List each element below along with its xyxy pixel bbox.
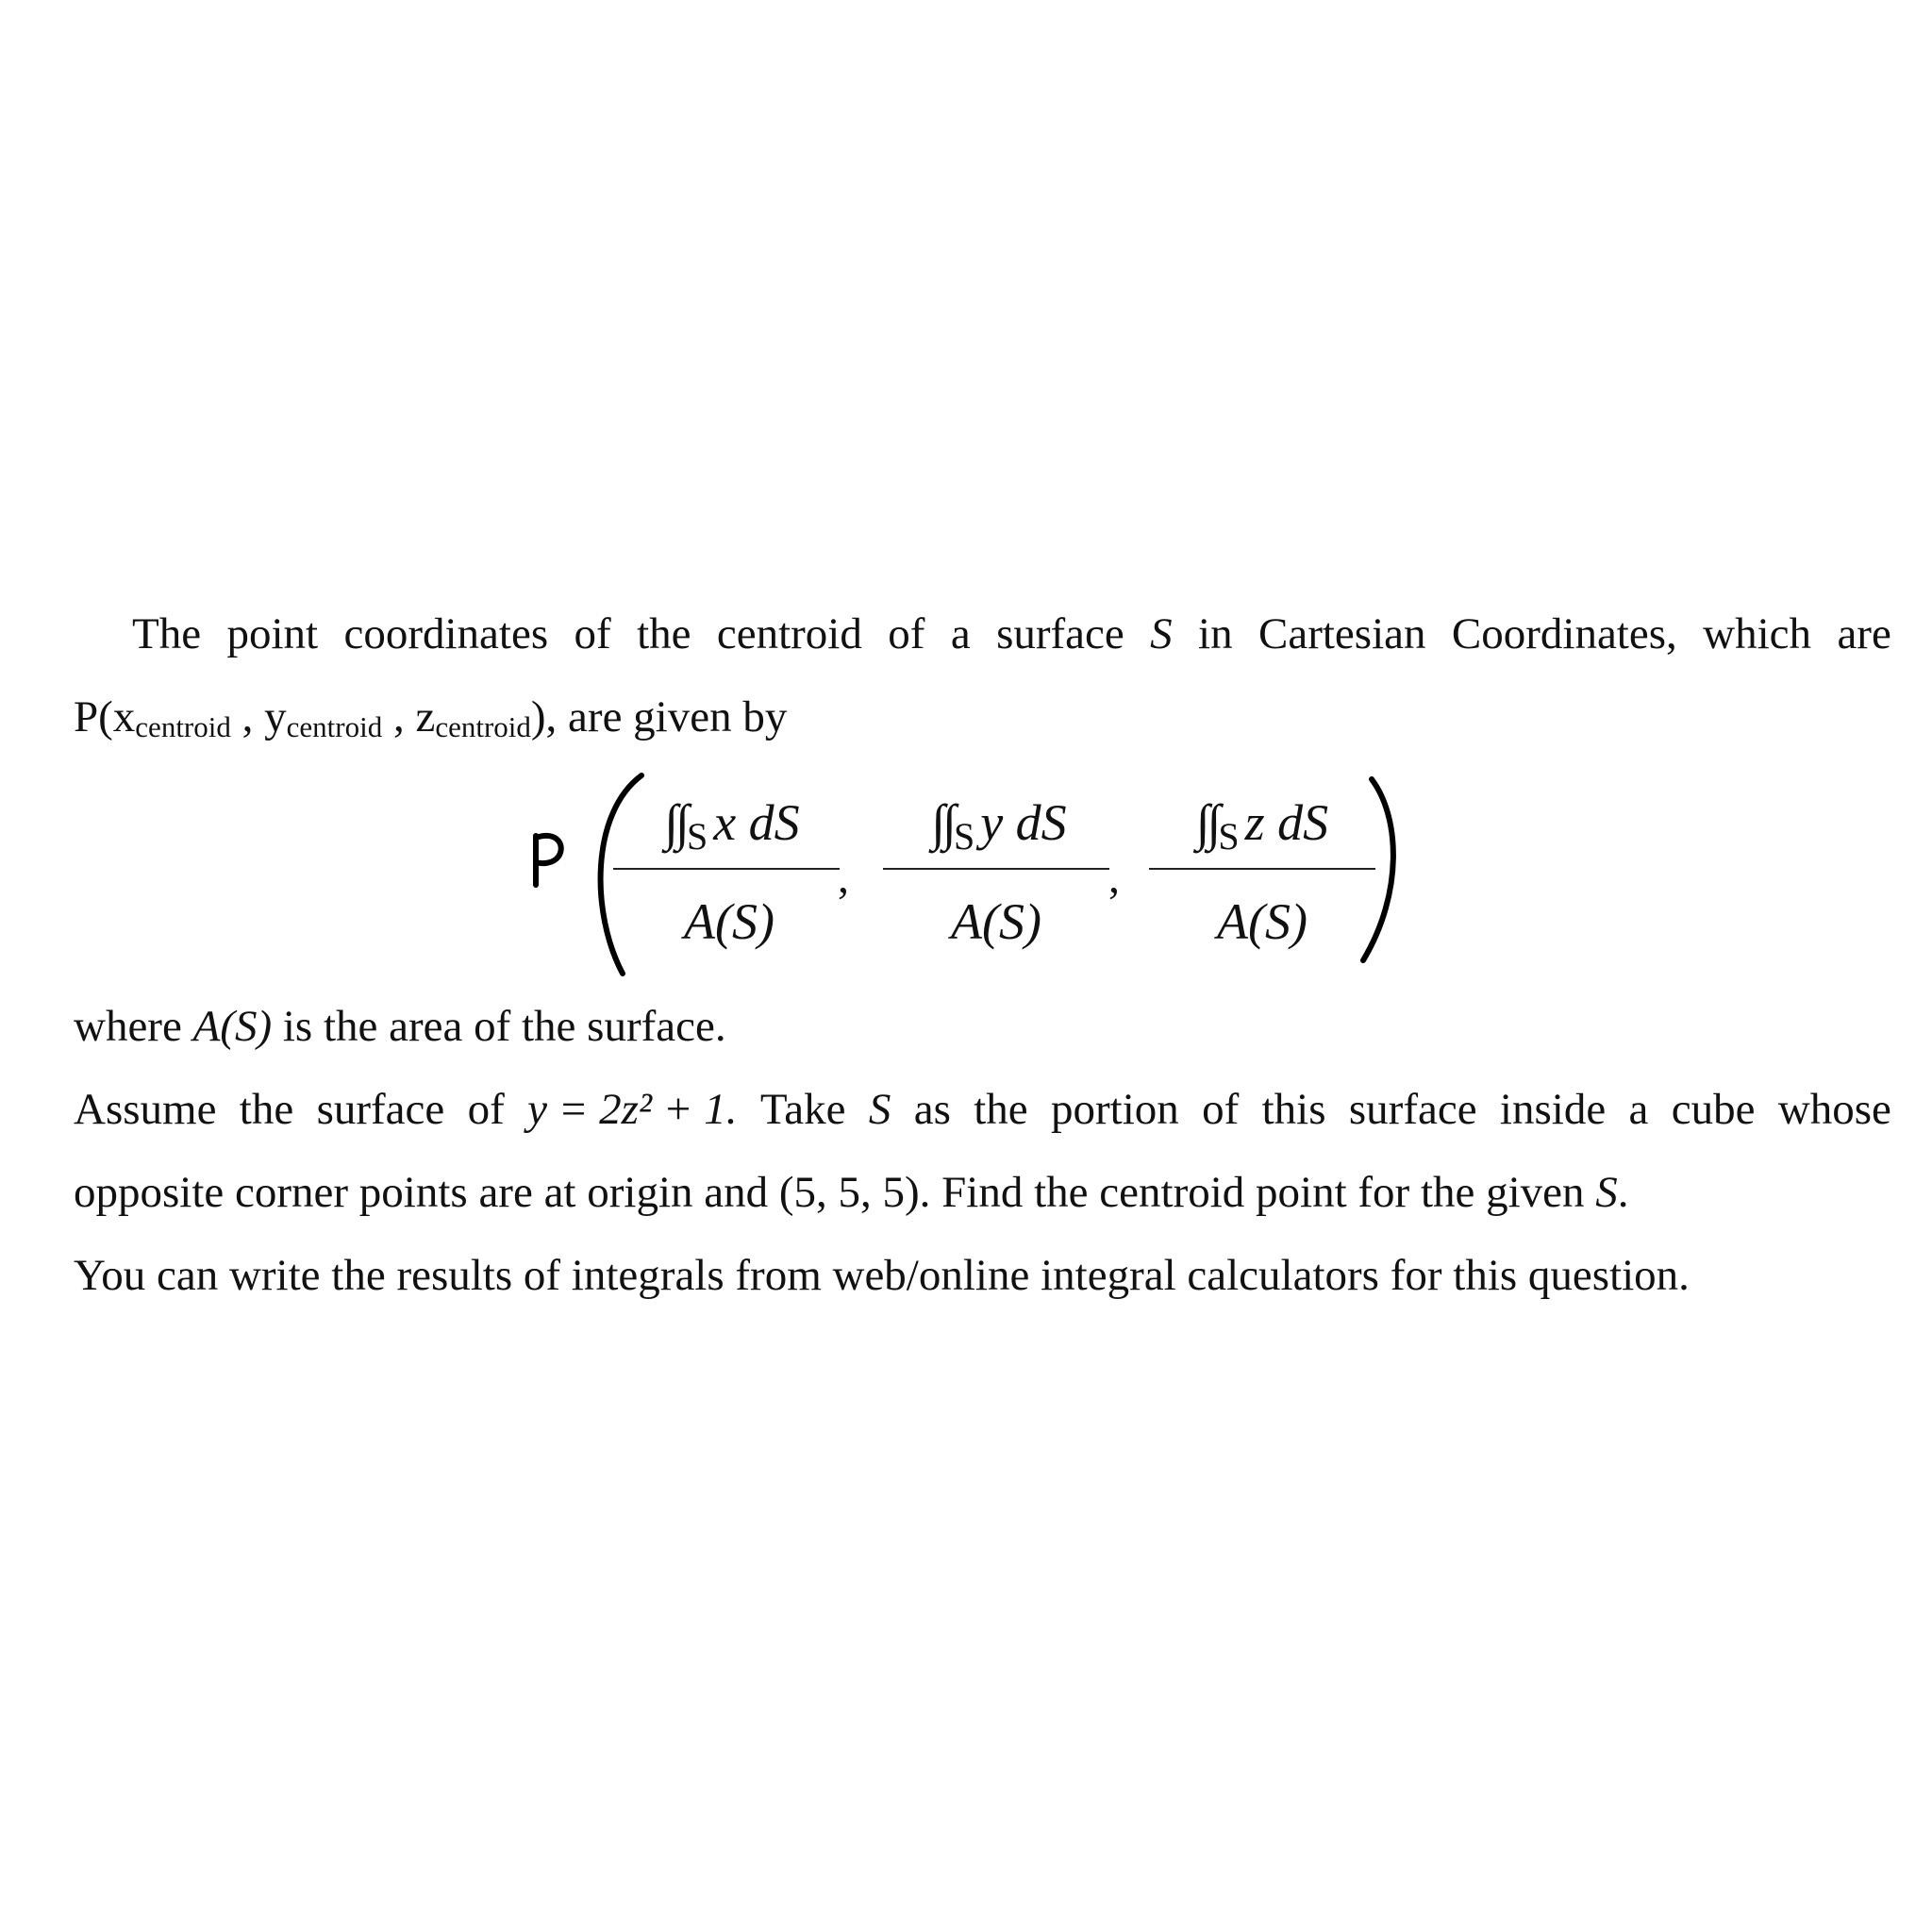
where-line: [74, 998, 726, 1055]
word: as: [913, 1085, 951, 1134]
word: surface: [1348, 1085, 1477, 1134]
surface-equation: y = 2z² + 1.: [527, 1085, 738, 1134]
word: point: [226, 609, 319, 658]
word: of: [574, 609, 611, 658]
where-suffix: is the area of the surface.: [272, 1002, 726, 1051]
word: Cartesian: [1258, 609, 1426, 658]
subscript-y: centroid: [286, 710, 383, 743]
surface-symbol: S: [868, 1085, 891, 1134]
word: the: [239, 1085, 294, 1134]
formula-comma: ,: [1108, 853, 1120, 903]
integral-subscript: S: [953, 815, 975, 858]
word: coordinates: [343, 609, 549, 658]
intro-line-2: [74, 689, 787, 750]
surface-symbol: S: [1150, 609, 1173, 658]
word: which: [1703, 609, 1812, 658]
word: the: [974, 1085, 1028, 1134]
surface-symbol: S: [1595, 1168, 1618, 1217]
separator-z: , z: [382, 692, 436, 741]
word: of: [888, 609, 925, 658]
integral-subscript: S: [686, 815, 708, 858]
fraction-bar: [613, 868, 840, 870]
numerator-y: [883, 794, 1115, 856]
word: centroid: [716, 609, 862, 658]
area-symbol: A(S): [192, 1002, 273, 1051]
handwritten-p-bowl: [536, 836, 561, 863]
denominator-area: A(S): [1217, 893, 1307, 950]
subscript-x: centroid: [135, 710, 231, 743]
word: surface: [996, 609, 1124, 658]
word: Take: [759, 1085, 846, 1134]
word: of: [1202, 1085, 1240, 1134]
integrand: z dS: [1244, 794, 1329, 851]
integral-subscript: S: [1218, 815, 1240, 858]
word: Assume: [74, 1085, 217, 1134]
cube-text: opposite corner points are at origin and (5, 5, 5). Find the centroid point for the given: [74, 1168, 1596, 1217]
word: of: [467, 1085, 505, 1134]
word: cube: [1671, 1085, 1756, 1134]
denominator-area: A(S): [684, 893, 774, 950]
integrand: y dS: [980, 794, 1067, 851]
cube-line: [74, 1164, 1629, 1221]
numerator-x: [616, 794, 848, 856]
point-open: P(x: [74, 692, 136, 741]
fraction-bar: [1149, 868, 1375, 870]
double-integral-sign: ∫∫: [931, 794, 954, 851]
intro-tail: ), are given by: [530, 692, 788, 741]
numerator-z: [1149, 794, 1375, 856]
double-integral-sign: ∫∫: [1195, 794, 1219, 851]
word: this: [1261, 1085, 1326, 1134]
word: are: [1837, 609, 1891, 658]
word: whose: [1777, 1085, 1891, 1134]
word: a: [1628, 1085, 1649, 1134]
separator-y: , y: [230, 692, 287, 741]
calculator-note: You can write the results of integrals from web/online integral calculators for this question.: [74, 1251, 1690, 1300]
word: the: [637, 609, 691, 658]
where-prefix: where: [74, 1002, 193, 1051]
word: inside: [1499, 1085, 1607, 1134]
word: Coordinates,: [1451, 609, 1677, 658]
word: surface: [316, 1085, 445, 1134]
denominator-area: A(S): [951, 893, 1041, 950]
word: The: [132, 609, 202, 658]
word: portion: [1050, 1085, 1179, 1134]
integrand: x dS: [713, 794, 800, 851]
word: in: [1198, 609, 1233, 658]
assume-line: [74, 1081, 1891, 1138]
intro-line-1: [132, 606, 1891, 662]
period: .: [1617, 1168, 1629, 1217]
double-integral-sign: ∫∫: [664, 794, 687, 851]
subscript-z: centroid: [435, 710, 531, 743]
fraction-bar: [883, 868, 1109, 870]
word: a: [950, 609, 971, 658]
formula-comma: ,: [838, 853, 849, 903]
